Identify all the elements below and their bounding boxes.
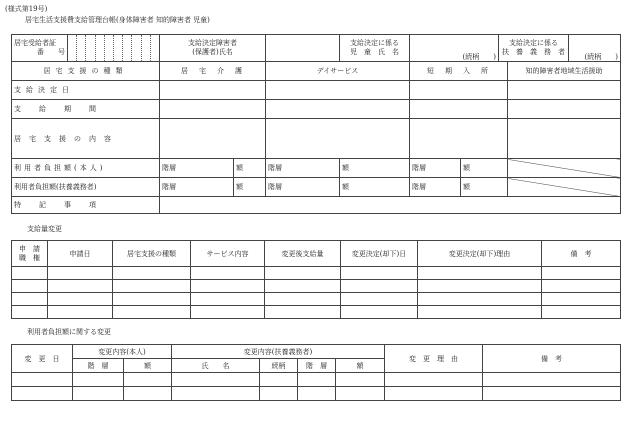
header-applicant: 申 請 職 権	[12, 241, 48, 267]
service-type-label: 居宅支援の種類	[12, 62, 160, 81]
child-name-label: 支給決定に係る 児 童 氏 名	[340, 35, 410, 62]
burden-self-community-life	[508, 159, 621, 178]
header-change-self: 変更内容(本人)	[73, 345, 172, 359]
header-decision-reason: 変更決定(却下)理由	[418, 241, 542, 267]
header-self-tier: 階 層	[73, 359, 124, 373]
decision-date-day-service[interactable]	[266, 81, 410, 100]
dependent-name-input[interactable]: (続柄 )	[569, 35, 621, 62]
burden-dependent-amount-label-1: 額	[234, 178, 266, 197]
burden-self-amount-label-3: 額	[461, 159, 508, 178]
table-row	[12, 293, 621, 306]
period-short-stay[interactable]	[410, 100, 508, 119]
table-row	[12, 387, 621, 401]
header-dependent-name: 氏 名	[172, 359, 260, 373]
supply-change-table	[11, 240, 621, 319]
beneficiary-name-input[interactable]	[266, 35, 340, 62]
burden-self-tier-2: 階層	[266, 159, 340, 178]
table-row	[12, 267, 621, 280]
burden-section-title: 利用者負担額に関する変更	[27, 328, 111, 336]
burden-self-amount-label-2: 額	[340, 159, 410, 178]
notes-input[interactable]	[160, 197, 621, 214]
burden-dependent-amount-label-3: 額	[461, 178, 508, 197]
burden-dependent-tier-1: 階層	[160, 178, 234, 197]
header-change-remarks: 備 考	[483, 345, 621, 373]
content-community-life[interactable]	[508, 119, 621, 159]
beneficiary-name-label: 支給決定障害者 (保護者)氏名	[160, 35, 266, 62]
table-row	[12, 280, 621, 293]
form-title: 居宅生活支援費支給管理台帳(身体障害者 知的障害者 児童)	[25, 16, 210, 24]
header-change-date: 変 更 日	[12, 345, 73, 373]
header-change-dependent: 変更内容(扶養義務者)	[172, 345, 385, 359]
decision-date-label: 支給決定日	[12, 81, 160, 100]
header-remarks: 備 考	[542, 241, 621, 267]
header-application-date: 申請日	[48, 241, 113, 267]
child-name-input[interactable]: (続柄 )	[410, 35, 499, 62]
burden-dependent-tier-3: 階層	[410, 178, 461, 197]
notes-label: 特記事項	[12, 197, 160, 214]
burden-self-tier-3: 階層	[410, 159, 461, 178]
burden-dependent-label: 利用者負担額(扶養義務者)	[12, 178, 160, 197]
change-section-title: 支給量変更	[27, 225, 62, 233]
header-new-supply: 変更後支給量	[265, 241, 341, 267]
table-row	[12, 306, 621, 319]
period-day-service[interactable]	[266, 100, 410, 119]
burden-dependent-tier-2: 階層	[266, 178, 340, 197]
header-service-content: サービス内容	[191, 241, 265, 267]
content-label: 居宅支援の内容	[12, 119, 160, 159]
table-row	[12, 373, 621, 387]
decision-date-community-life[interactable]	[508, 81, 621, 100]
header-change-reason: 変 更 理 由	[385, 345, 483, 373]
header-dependent-relation: 続柄	[260, 359, 298, 373]
period-label: 支給期間	[12, 100, 160, 119]
dependent-name-label: 支給決定に係る 扶 養 義 務 者	[499, 35, 569, 62]
header-decision-date: 変更決定(却下)日	[341, 241, 418, 267]
col-day-service: デイサービス	[266, 62, 410, 81]
burden-self-amount-label-1: 額	[234, 159, 266, 178]
period-home-care[interactable]	[160, 100, 266, 119]
col-community-life: 知的障害者地域生活援助	[508, 62, 621, 81]
decision-date-short-stay[interactable]	[410, 81, 508, 100]
content-home-care[interactable]	[160, 119, 266, 159]
decision-date-home-care[interactable]	[160, 81, 266, 100]
header-self-amount: 額	[124, 359, 172, 373]
burden-self-tier-1: 階層	[160, 159, 234, 178]
header-service-type: 居宅支援の種類	[113, 241, 191, 267]
burden-dependent-amount-label-2: 額	[340, 178, 410, 197]
burden-self-label: 利用者負担額(本人)	[12, 159, 160, 178]
period-community-life[interactable]	[508, 100, 621, 119]
header-dependent-amount: 額	[336, 359, 385, 373]
col-home-care: 居 宅 介 護	[160, 62, 266, 81]
col-short-stay: 短 期 入 所	[410, 62, 508, 81]
recipient-no-label: 居宅受給者証 番 号	[12, 35, 68, 62]
burden-dependent-community-life	[508, 178, 621, 197]
header-dependent-tier: 階 層	[298, 359, 336, 373]
recipient-no-input[interactable]	[68, 35, 160, 62]
ledger-table	[11, 34, 621, 214]
form-number: (様式第19号)	[5, 5, 48, 13]
content-day-service[interactable]	[266, 119, 410, 159]
content-short-stay[interactable]	[410, 119, 508, 159]
burden-change-table	[11, 344, 621, 401]
